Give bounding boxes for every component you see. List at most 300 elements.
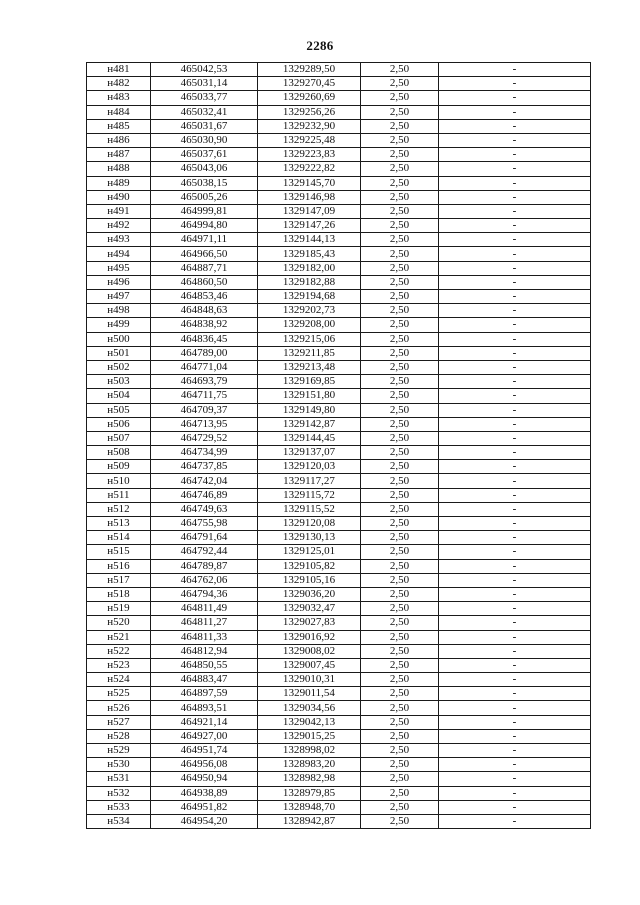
accuracy-value-cell: 2,50 [361, 375, 439, 389]
x-coordinate-cell: 464950,94 [151, 772, 258, 786]
point-name-cell: н530 [87, 758, 151, 772]
y-coordinate-cell: 1329194,68 [258, 290, 361, 304]
point-description-cell: - [439, 758, 591, 772]
x-coordinate-cell: 464999,81 [151, 204, 258, 218]
table-row [87, 148, 591, 162]
accuracy-value-cell: 2,50 [361, 559, 439, 573]
accuracy-value-cell: 2,50 [361, 403, 439, 417]
accuracy-value-cell: 2,50 [361, 573, 439, 587]
accuracy-value-cell: 2,50 [361, 729, 439, 743]
y-coordinate-cell: 1329016,92 [258, 630, 361, 644]
point-name-cell: н518 [87, 587, 151, 601]
table-row [87, 77, 591, 91]
point-name-cell: н493 [87, 233, 151, 247]
y-coordinate-cell: 1328948,70 [258, 800, 361, 814]
x-coordinate-cell: 464811,27 [151, 616, 258, 630]
point-description-cell: - [439, 63, 591, 77]
y-coordinate-cell: 1329115,72 [258, 488, 361, 502]
accuracy-value-cell: 2,50 [361, 502, 439, 516]
point-description-cell: - [439, 304, 591, 318]
point-description-cell: - [439, 644, 591, 658]
point-description-cell: - [439, 772, 591, 786]
table-row [87, 304, 591, 318]
point-description-cell: - [439, 332, 591, 346]
point-name-cell: н522 [87, 644, 151, 658]
x-coordinate-cell: 464860,50 [151, 275, 258, 289]
table-row [87, 517, 591, 531]
accuracy-value-cell: 2,50 [361, 119, 439, 133]
x-coordinate-cell: 465031,67 [151, 119, 258, 133]
table-row [87, 261, 591, 275]
accuracy-value-cell: 2,50 [361, 474, 439, 488]
point-name-cell: н494 [87, 247, 151, 261]
table-row [87, 133, 591, 147]
accuracy-value-cell: 2,50 [361, 290, 439, 304]
table-row [87, 318, 591, 332]
table-row [87, 559, 591, 573]
accuracy-value-cell: 2,50 [361, 687, 439, 701]
x-coordinate-cell: 464951,74 [151, 744, 258, 758]
table-row [87, 658, 591, 672]
table-row [87, 531, 591, 545]
point-name-cell: н491 [87, 204, 151, 218]
table-row [87, 545, 591, 559]
table-row [87, 701, 591, 715]
point-description-cell: - [439, 502, 591, 516]
y-coordinate-cell: 1329182,88 [258, 275, 361, 289]
y-coordinate-cell: 1329222,82 [258, 162, 361, 176]
accuracy-value-cell: 2,50 [361, 517, 439, 531]
x-coordinate-cell: 464729,52 [151, 431, 258, 445]
accuracy-value-cell: 2,50 [361, 488, 439, 502]
accuracy-value-cell: 2,50 [361, 701, 439, 715]
point-description-cell: - [439, 517, 591, 531]
point-name-cell: н498 [87, 304, 151, 318]
table-row [87, 502, 591, 516]
x-coordinate-cell: 464954,20 [151, 814, 258, 828]
point-description-cell: - [439, 133, 591, 147]
table-row [87, 275, 591, 289]
y-coordinate-cell: 1329185,43 [258, 247, 361, 261]
y-coordinate-cell: 1329007,45 [258, 658, 361, 672]
point-description-cell: - [439, 360, 591, 374]
y-coordinate-cell: 1329256,26 [258, 105, 361, 119]
x-coordinate-cell: 465038,15 [151, 176, 258, 190]
y-coordinate-cell: 1329034,56 [258, 701, 361, 715]
x-coordinate-cell: 464966,50 [151, 247, 258, 261]
point-description-cell: - [439, 105, 591, 119]
point-name-cell: н512 [87, 502, 151, 516]
x-coordinate-cell: 464749,63 [151, 502, 258, 516]
table-row [87, 687, 591, 701]
x-coordinate-cell: 464762,06 [151, 573, 258, 587]
x-coordinate-cell: 464897,59 [151, 687, 258, 701]
x-coordinate-cell: 464789,00 [151, 346, 258, 360]
point-description-cell: - [439, 744, 591, 758]
point-description-cell: - [439, 176, 591, 190]
y-coordinate-cell: 1329151,80 [258, 389, 361, 403]
table-row [87, 247, 591, 261]
point-name-cell: н490 [87, 190, 151, 204]
y-coordinate-cell: 1329146,98 [258, 190, 361, 204]
table-row [87, 417, 591, 431]
y-coordinate-cell: 1329211,85 [258, 346, 361, 360]
point-description-cell: - [439, 431, 591, 445]
y-coordinate-cell: 1328979,85 [258, 786, 361, 800]
point-description-cell: - [439, 219, 591, 233]
table-row [87, 460, 591, 474]
accuracy-value-cell: 2,50 [361, 545, 439, 559]
x-coordinate-cell: 464853,46 [151, 290, 258, 304]
point-description-cell: - [439, 389, 591, 403]
point-name-cell: н507 [87, 431, 151, 445]
x-coordinate-cell: 464693,79 [151, 375, 258, 389]
accuracy-value-cell: 2,50 [361, 204, 439, 218]
table-row [87, 233, 591, 247]
point-description-cell: - [439, 148, 591, 162]
y-coordinate-cell: 1329125,01 [258, 545, 361, 559]
point-description-cell: - [439, 474, 591, 488]
y-coordinate-cell: 1329120,03 [258, 460, 361, 474]
y-coordinate-cell: 1329130,13 [258, 531, 361, 545]
table-row [87, 474, 591, 488]
x-coordinate-cell: 464794,36 [151, 587, 258, 601]
accuracy-value-cell: 2,50 [361, 304, 439, 318]
point-name-cell: н520 [87, 616, 151, 630]
table-row [87, 360, 591, 374]
y-coordinate-cell: 1328983,20 [258, 758, 361, 772]
point-description-cell: - [439, 488, 591, 502]
accuracy-value-cell: 2,50 [361, 431, 439, 445]
accuracy-value-cell: 2,50 [361, 176, 439, 190]
x-coordinate-cell: 464850,55 [151, 658, 258, 672]
point-description-cell: - [439, 275, 591, 289]
point-name-cell: н500 [87, 332, 151, 346]
y-coordinate-cell: 1329032,47 [258, 602, 361, 616]
point-name-cell: н524 [87, 673, 151, 687]
table-row [87, 587, 591, 601]
table-row [87, 431, 591, 445]
accuracy-value-cell: 2,50 [361, 602, 439, 616]
y-coordinate-cell: 1329202,73 [258, 304, 361, 318]
table-row [87, 446, 591, 460]
point-description-cell: - [439, 602, 591, 616]
x-coordinate-cell: 464734,99 [151, 446, 258, 460]
x-coordinate-cell: 464956,08 [151, 758, 258, 772]
y-coordinate-cell: 1329260,69 [258, 91, 361, 105]
table-row [87, 602, 591, 616]
x-coordinate-cell: 464971,11 [151, 233, 258, 247]
point-name-cell: н519 [87, 602, 151, 616]
point-name-cell: н503 [87, 375, 151, 389]
point-name-cell: н534 [87, 814, 151, 828]
table-row [87, 715, 591, 729]
point-description-cell: - [439, 701, 591, 715]
x-coordinate-cell: 464951,82 [151, 800, 258, 814]
y-coordinate-cell: 1329289,50 [258, 63, 361, 77]
accuracy-value-cell: 2,50 [361, 148, 439, 162]
point-name-cell: н531 [87, 772, 151, 786]
point-description-cell: - [439, 573, 591, 587]
accuracy-value-cell: 2,50 [361, 587, 439, 601]
point-name-cell: н516 [87, 559, 151, 573]
accuracy-value-cell: 2,50 [361, 190, 439, 204]
accuracy-value-cell: 2,50 [361, 389, 439, 403]
table-row [87, 375, 591, 389]
point-description-cell: - [439, 261, 591, 275]
accuracy-value-cell: 2,50 [361, 91, 439, 105]
accuracy-value-cell: 2,50 [361, 360, 439, 374]
accuracy-value-cell: 2,50 [361, 460, 439, 474]
x-coordinate-cell: 464836,45 [151, 332, 258, 346]
table-row [87, 389, 591, 403]
point-description-cell: - [439, 616, 591, 630]
accuracy-value-cell: 2,50 [361, 715, 439, 729]
point-name-cell: н509 [87, 460, 151, 474]
x-coordinate-cell: 465042,53 [151, 63, 258, 77]
accuracy-value-cell: 2,50 [361, 77, 439, 91]
x-coordinate-cell: 464737,85 [151, 460, 258, 474]
coordinates-table [86, 62, 591, 829]
point-name-cell: н513 [87, 517, 151, 531]
y-coordinate-cell: 1329027,83 [258, 616, 361, 630]
x-coordinate-cell: 465033,77 [151, 91, 258, 105]
table-row [87, 204, 591, 218]
table-row [87, 630, 591, 644]
y-coordinate-cell: 1329117,27 [258, 474, 361, 488]
x-coordinate-cell: 464893,51 [151, 701, 258, 715]
accuracy-value-cell: 2,50 [361, 814, 439, 828]
accuracy-value-cell: 2,50 [361, 658, 439, 672]
table-row [87, 162, 591, 176]
y-coordinate-cell: 1329015,25 [258, 729, 361, 743]
point-description-cell: - [439, 687, 591, 701]
accuracy-value-cell: 2,50 [361, 219, 439, 233]
point-name-cell: н517 [87, 573, 151, 587]
point-name-cell: н481 [87, 63, 151, 77]
x-coordinate-cell: 464709,37 [151, 403, 258, 417]
table-row [87, 105, 591, 119]
point-name-cell: н525 [87, 687, 151, 701]
table-row [87, 573, 591, 587]
x-coordinate-cell: 464742,04 [151, 474, 258, 488]
y-coordinate-cell: 1329215,06 [258, 332, 361, 346]
point-name-cell: н514 [87, 531, 151, 545]
accuracy-value-cell: 2,50 [361, 346, 439, 360]
x-coordinate-cell: 464883,47 [151, 673, 258, 687]
point-description-cell: - [439, 290, 591, 304]
point-name-cell: н502 [87, 360, 151, 374]
point-description-cell: - [439, 814, 591, 828]
y-coordinate-cell: 1328982,98 [258, 772, 361, 786]
accuracy-value-cell: 2,50 [361, 446, 439, 460]
point-name-cell: н504 [87, 389, 151, 403]
y-coordinate-cell: 1328998,02 [258, 744, 361, 758]
point-description-cell: - [439, 318, 591, 332]
point-name-cell: н499 [87, 318, 151, 332]
y-coordinate-cell: 1329145,70 [258, 176, 361, 190]
point-name-cell: н505 [87, 403, 151, 417]
accuracy-value-cell: 2,50 [361, 233, 439, 247]
y-coordinate-cell: 1329213,48 [258, 360, 361, 374]
point-name-cell: н521 [87, 630, 151, 644]
table-row [87, 63, 591, 77]
point-description-cell: - [439, 375, 591, 389]
accuracy-value-cell: 2,50 [361, 800, 439, 814]
accuracy-value-cell: 2,50 [361, 531, 439, 545]
accuracy-value-cell: 2,50 [361, 162, 439, 176]
table-row [87, 346, 591, 360]
x-coordinate-cell: 464848,63 [151, 304, 258, 318]
y-coordinate-cell: 1329011,54 [258, 687, 361, 701]
y-coordinate-cell: 1329144,45 [258, 431, 361, 445]
point-name-cell: н492 [87, 219, 151, 233]
point-description-cell: - [439, 403, 591, 417]
point-name-cell: н483 [87, 91, 151, 105]
y-coordinate-cell: 1329147,09 [258, 204, 361, 218]
point-name-cell: н526 [87, 701, 151, 715]
point-description-cell: - [439, 119, 591, 133]
accuracy-value-cell: 2,50 [361, 616, 439, 630]
point-name-cell: н515 [87, 545, 151, 559]
accuracy-value-cell: 2,50 [361, 105, 439, 119]
point-description-cell: - [439, 91, 591, 105]
table-row [87, 772, 591, 786]
point-description-cell: - [439, 545, 591, 559]
x-coordinate-cell: 464811,33 [151, 630, 258, 644]
table-row [87, 403, 591, 417]
accuracy-value-cell: 2,50 [361, 275, 439, 289]
table-row [87, 744, 591, 758]
x-coordinate-cell: 465043,06 [151, 162, 258, 176]
point-name-cell: н484 [87, 105, 151, 119]
table-row [87, 729, 591, 743]
y-coordinate-cell: 1329149,80 [258, 403, 361, 417]
point-description-cell: - [439, 190, 591, 204]
y-coordinate-cell: 1329270,45 [258, 77, 361, 91]
point-description-cell: - [439, 800, 591, 814]
point-description-cell: - [439, 630, 591, 644]
point-description-cell: - [439, 77, 591, 91]
y-coordinate-cell: 1329232,90 [258, 119, 361, 133]
point-description-cell: - [439, 204, 591, 218]
point-description-cell: - [439, 162, 591, 176]
accuracy-value-cell: 2,50 [361, 786, 439, 800]
x-coordinate-cell: 464746,89 [151, 488, 258, 502]
point-name-cell: н533 [87, 800, 151, 814]
table-row [87, 176, 591, 190]
table-row [87, 673, 591, 687]
x-coordinate-cell: 464792,44 [151, 545, 258, 559]
y-coordinate-cell: 1329137,07 [258, 446, 361, 460]
accuracy-value-cell: 2,50 [361, 772, 439, 786]
table-row [87, 190, 591, 204]
point-name-cell: н529 [87, 744, 151, 758]
point-name-cell: н532 [87, 786, 151, 800]
x-coordinate-cell: 464927,00 [151, 729, 258, 743]
y-coordinate-cell: 1329144,13 [258, 233, 361, 247]
x-coordinate-cell: 464791,64 [151, 531, 258, 545]
point-description-cell: - [439, 559, 591, 573]
y-coordinate-cell: 1329105,82 [258, 559, 361, 573]
y-coordinate-cell: 1329225,48 [258, 133, 361, 147]
table-row [87, 814, 591, 828]
accuracy-value-cell: 2,50 [361, 63, 439, 77]
x-coordinate-cell: 464812,94 [151, 644, 258, 658]
point-name-cell: н511 [87, 488, 151, 502]
y-coordinate-cell: 1329182,00 [258, 261, 361, 275]
point-name-cell: н508 [87, 446, 151, 460]
point-description-cell: - [439, 446, 591, 460]
y-coordinate-cell: 1329169,85 [258, 375, 361, 389]
table-row [87, 800, 591, 814]
point-name-cell: н528 [87, 729, 151, 743]
table-row [87, 786, 591, 800]
y-coordinate-cell: 1329008,02 [258, 644, 361, 658]
table-row [87, 616, 591, 630]
accuracy-value-cell: 2,50 [361, 261, 439, 275]
x-coordinate-cell: 465032,41 [151, 105, 258, 119]
x-coordinate-cell: 464713,95 [151, 417, 258, 431]
point-name-cell: н487 [87, 148, 151, 162]
y-coordinate-cell: 1329147,26 [258, 219, 361, 233]
table-row [87, 91, 591, 105]
x-coordinate-cell: 464921,14 [151, 715, 258, 729]
y-coordinate-cell: 1329223,83 [258, 148, 361, 162]
y-coordinate-cell: 1329036,20 [258, 587, 361, 601]
x-coordinate-cell: 464789,87 [151, 559, 258, 573]
x-coordinate-cell: 464994,80 [151, 219, 258, 233]
point-name-cell: н489 [87, 176, 151, 190]
point-name-cell: н510 [87, 474, 151, 488]
point-description-cell: - [439, 673, 591, 687]
accuracy-value-cell: 2,50 [361, 247, 439, 261]
point-name-cell: н496 [87, 275, 151, 289]
point-description-cell: - [439, 531, 591, 545]
table-row [87, 290, 591, 304]
point-name-cell: н485 [87, 119, 151, 133]
x-coordinate-cell: 464711,75 [151, 389, 258, 403]
x-coordinate-cell: 464811,49 [151, 602, 258, 616]
table-row [87, 332, 591, 346]
point-name-cell: н495 [87, 261, 151, 275]
accuracy-value-cell: 2,50 [361, 744, 439, 758]
x-coordinate-cell: 464755,98 [151, 517, 258, 531]
accuracy-value-cell: 2,50 [361, 417, 439, 431]
point-description-cell: - [439, 346, 591, 360]
y-coordinate-cell: 1329042,13 [258, 715, 361, 729]
point-name-cell: н482 [87, 77, 151, 91]
x-coordinate-cell: 465005,26 [151, 190, 258, 204]
point-description-cell: - [439, 233, 591, 247]
accuracy-value-cell: 2,50 [361, 133, 439, 147]
table-row [87, 119, 591, 133]
x-coordinate-cell: 465030,90 [151, 133, 258, 147]
x-coordinate-cell: 464838,92 [151, 318, 258, 332]
point-name-cell: н486 [87, 133, 151, 147]
point-description-cell: - [439, 587, 591, 601]
x-coordinate-cell: 465031,14 [151, 77, 258, 91]
point-name-cell: н501 [87, 346, 151, 360]
point-description-cell: - [439, 729, 591, 743]
accuracy-value-cell: 2,50 [361, 332, 439, 346]
x-coordinate-cell: 464887,71 [151, 261, 258, 275]
accuracy-value-cell: 2,50 [361, 630, 439, 644]
accuracy-value-cell: 2,50 [361, 673, 439, 687]
x-coordinate-cell: 464938,89 [151, 786, 258, 800]
x-coordinate-cell: 465037,61 [151, 148, 258, 162]
point-name-cell: н506 [87, 417, 151, 431]
